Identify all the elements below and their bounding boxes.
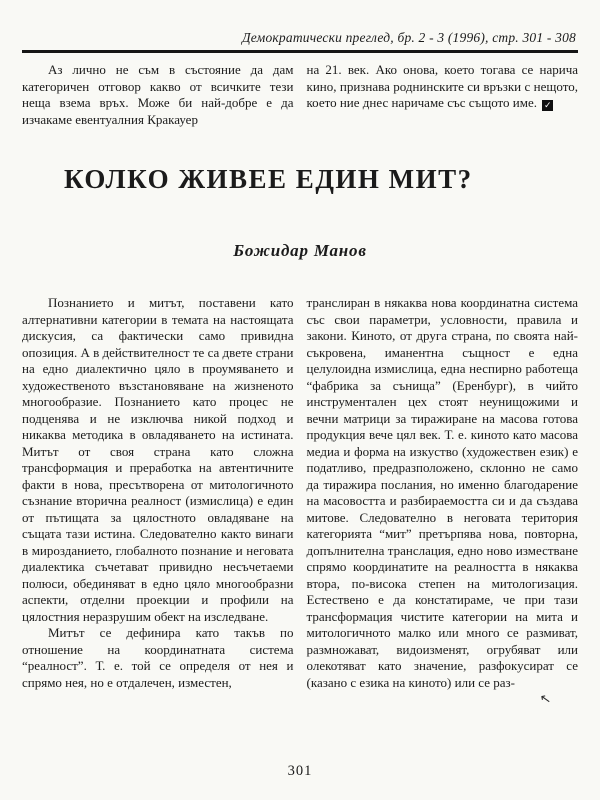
- previous-article-right-text-span: на 21. век. Ако онова, което тогава се нарича кино, признава роднинските си връзки с нещото, което ние днес наричаме със същото име.: [306, 62, 578, 110]
- article-title: КОЛКО ЖИВЕЕ ЕДИН МИТ?: [64, 164, 473, 194]
- article-left-paragraph-1: Познанието и митът, поставени като алтернативни категории в темата на настоящата дискусия, са фактически само привидна опозиция. А в действителност те са двете страни на едно диалектично цяло в проумяването и художественото възстановяване на жизненото многообразие. Познанието като процес не подценява и не изключва никой подход и никаква методика в овладяването на истината. Митът от своя страна като сложна трансформация и преработка на автентичните факти в нова, пресътворена от митологичното съзнание вторична реалност (измислица) е един от пътищата за цялостното овладяване на същата тази истина. Следователно както винаги в мирозданието, глобалното познание и неговата диалектика съчетават привидно несъчетаеми полюси, обединяват в едно цяло многообразни аспекти, отделни проекции и профили на цялостния неразрушим обект на изследване.: [22, 295, 294, 624]
- journal-header: Демократически преглед, бр. 2 - 3 (1996), стр. 301 - 308: [242, 30, 576, 45]
- previous-article-ending: [22, 62, 578, 128]
- article-right-column: [307, 295, 579, 691]
- article-left-paragraph-2: Митът се дефинира като такъв по отношение на координатната система “реалност”. Т. е. той се определя от нея и спрямо нея, но е отдалечен, изместен,: [22, 625, 294, 690]
- previous-article-right-column: [307, 62, 579, 128]
- end-of-article-mark-icon: ✓: [543, 100, 552, 110]
- previous-article-left-column: [22, 62, 294, 128]
- page-number: 301: [287, 763, 313, 779]
- header-rule: [22, 50, 578, 53]
- handwritten-pen-mark: ↖: [538, 690, 553, 707]
- previous-article-left-text: Аз лично не съм в състояние да дам категоричен отговор какво от всичките тези неща взема връх. Може би най-добре е да изчакаме евентуалния Кракауер: [22, 62, 294, 127]
- previous-article-right-text: [307, 62, 579, 112]
- article-body: [22, 295, 578, 691]
- article-right-paragraph: транслиран в някаква нова координатна система със свои параметри, условности, правила и закони. Киното, от друга страна, по своята най-съкровена, иманентна същност е една целулоидна измислица, една неспирно работеща “фабрика за сънища” (Еренбург), в чийто инструментален цех стоят неунищожими и вечни матрици за тиражиране на масова готова продукция вече цял век. Т. е. киното като масова медиа и форма на изкуство (художествен език) е податливо, предразположено, склонно не само да тиражира послания, но именно благодарение на масовостта и разбираемостта си и да създава митове. Следователно в неговата територия категорията “мит” претърпява нова, повторна, допълнителна транслация, едно ново изместване спрямо координатите на реалността в някаква втора, по-висока степен на митологизация. Естествено е да констатираме, че при тази трансформация чистите категории на мита и митологичното малко или много се размиват, размножават, видоизменят, огрубяват или олекотяват като значение, разфокусират се (казано с езика на киното) или се раз-: [306, 295, 578, 690]
- article-author: Божидар Манов: [233, 241, 367, 260]
- article-left-column: [22, 295, 294, 691]
